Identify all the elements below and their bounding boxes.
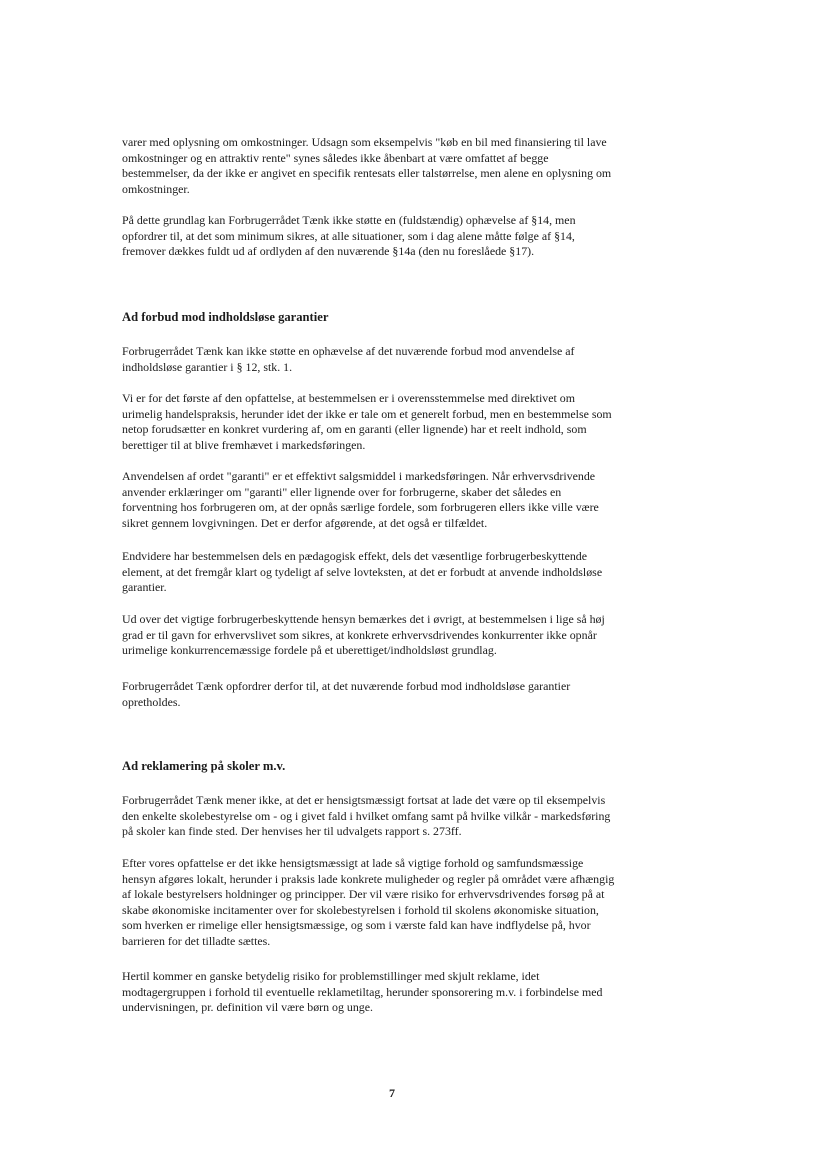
heading-skoler: Ad reklamering på skoler m.v. bbox=[122, 759, 286, 773]
paragraph-skolebestyrelse: Forbrugerrådet Tænk mener ikke, at det er hensigtsmæssigt fortsat at lade det være op til eksempelvis den enkelte skolebestyrelse om - og i givet fald i hvilket omfang samt på hvilke vilkår - markedsføring på skoler kan finde sted. Der henvises her til udvalgets rapport s. 273ff. bbox=[122, 793, 611, 839]
heading-garantier: Ad forbud mod indholdsløse garantier bbox=[122, 310, 329, 324]
paragraph-omkostninger: varer med oplysning om omkostninger. Udsagn som eksempelvis "køb en bil med finansiering til lave omkostninger og en attraktiv rente" synes således ikke åbenbart at være omfattet af begge bestemmelser, da der ikke er angivet en specifik rentesats eller talstørrelse, men alene en oplysning om omkostninger. bbox=[122, 135, 612, 196]
paragraph-erhvervslivet: Ud over det vigtige forbrugerbeskyttende hensyn bemærkes det i øvrigt, at bestemmelsen i lige så høj grad er til gavn for erhvervslivet som sikres, at konkrete erhvervsdrivendes konkurrenter ikke opnår urimelige konkurrencemæssige fordele på et uberettiget/indholdsløst grundlag. bbox=[122, 612, 605, 658]
paragraph-paedagogisk: Endvidere har bestemmelsen dels en pædagogisk effekt, dels det væsentlige forbrugerbeskyttende element, at det fremgår klart og tydeligt af selve lovteksten, at det er forbudt at anvende indholdsløse garantier. bbox=[122, 549, 603, 595]
paragraph-direktiv: Vi er for det første af den opfattelse, at bestemmelsen er i overensstemmelse med direktivet om urimelig handelspraksis, herunder idet der ikke er tale om et generelt forbud, men en bestemmelse som netop forudsætter en konkret vurdering af, om en garanti (eller lignende) har et reelt indhold, som berettiger til at blive fremhævet i markedsføringen. bbox=[122, 391, 612, 452]
paragraph-ophaevelse-14: På dette grundlag kan Forbrugerrådet Tænk ikke støtte en (fuldstændig) ophævelse af §14, men opfordrer til, at det som minimum sikres, at alle situationer, som i dag alene måtte følge af §14, fremover dækkes fuldt ud af ordlyden af den nuværende §14a (den nu foreslåede §17). bbox=[122, 213, 576, 259]
paragraph-opfordring: Forbrugerrådet Tænk opfordrer derfor til, at det nuværende forbud mod indholdsløse garantier opretholdes. bbox=[122, 679, 571, 709]
page-number: 7 bbox=[389, 1086, 395, 1100]
paragraph-garantier-intro: Forbrugerrådet Tænk kan ikke støtte en ophævelse af det nuværende forbud mod anvendelse af indholdsløse garantier i § 12, stk. 1. bbox=[122, 344, 575, 374]
paragraph-salgsmiddel: Anvendelsen af ordet "garanti" er et effektivt salgsmiddel i markedsføringen. Når erhvervsdrivende anvender erklæringer om "garanti" eller lignende over for forbrugerne, skaber det således en forventning hos forbrugeren om, at der opnås særlige fordele, som forbrugeren ellers ikke ville være sikret gennem lovgivningen. Det er derfor afgørende, at det også er tilfældet. bbox=[122, 469, 599, 530]
paragraph-skjult-reklame: Hertil kommer en ganske betydelig risiko for problemstillinger med skjult reklame, idet modtagergruppen i forhold til eventuelle reklametiltag, herunder sponsorering m.v. i forbindelse med undervisningen, pr. definition vil være børn og unge. bbox=[122, 969, 603, 1015]
paragraph-lokalt: Efter vores opfattelse er det ikke hensigtsmæssigt at lade så vigtige forhold og samfundsmæssige hensyn afgøres lokalt, herunder i praksis lade konkrete muligheder og regler på området være afhængig af lokale bestyrelsers holdninger og principper. Der vil være risiko for erhvervsdrivendes forsøg på at skabe økonomiske incitamenter over for skolebestyrelsen i forhold til skolens økonomiske situation, som hverken er rimelige eller hensigtsmæssige, og som i værste fald kan have indflydelse på, hvor barrieren for det tilladte sættes. bbox=[122, 856, 615, 948]
